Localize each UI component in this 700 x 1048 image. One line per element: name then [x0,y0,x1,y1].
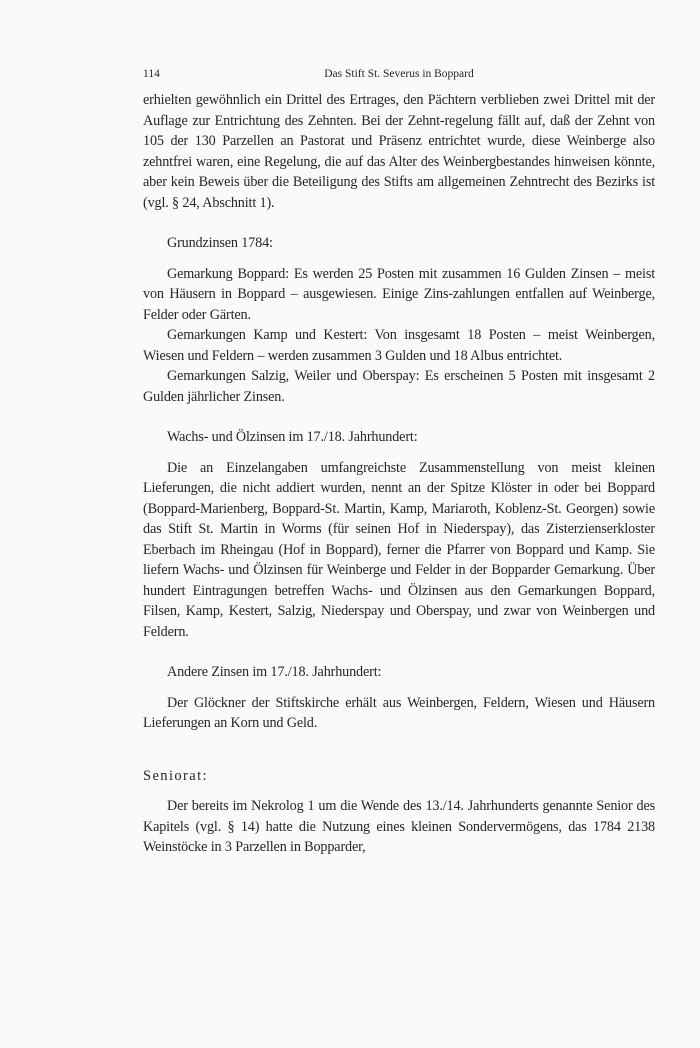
heading-seniorat: Seniorat: [143,767,208,784]
heading-andere-zinsen: Andere Zinsen im 17./18. Jahrhundert: [167,664,382,680]
page-number: 114 [143,68,160,80]
page-header [143,68,655,90]
book-page [143,68,655,858]
paragraph-kamp-kestert: Gemarkungen Kamp und Kestert: Von insgesamt 18 Posten – meist Weinbergen, Wiesen und Feldern – werden zusammen 3 Gulden und 18 Albus entrichtet. [143,327,655,364]
paragraph-boppard: Gemarkung Boppard: Es werden 25 Posten mit zusammen 16 Gulden Zinsen – meist von Häusern in Boppard – ausgewiesen. Einige Zins-zahlungen entfallen auf Weinberge, Felder oder Gärten. [143,265,655,323]
paragraph-seniorat: Der bereits im Nekrolog 1 um die Wende des 13./14. Jahrhunderts genannte Senior des Kapitels (vgl. § 14) hatte die Nutzung eines kleinen Sondervermögens, das 1784 2138 Weinstöcke in 3 Parzellen in Bopparder, [143,798,655,855]
paragraph-wachs-oelzinsen: Die an Einzelangaben umfangreichste Zusammenstellung von meist kleinen Lieferungen, die nicht addiert wurden, nennt an der Spitze Klöster in oder bei Boppard (Boppard-Marienberg, Boppard-St. Martin, Kamp, Mariaroth, Koblenz-St. Georgen) sowie das Stift St. Martin in Worms (für seinen Hof in Niederspay), das Zisterzienserkloster Eberbach im Rheingau (Hof in Boppard), ferner die Pfarrer von Boppard und Kamp. Sie liefern Wachs- und Ölzinsen für Weinberge und Felder in der Bopparder Gemarkung. Über hundert Eintragungen betreffen Wachs- und Ölzinsen aus den Gemarkungen Boppard, Filsen, Kamp, Kestert, Salzig, Niederspay und Oberspay, und zwar von Weinbergen und Feldern. [143,459,655,640]
running-title: Das Stift St. Severus in Boppard [324,68,474,80]
paragraph-andere-zinsen: Der Glöckner der Stiftskirche erhält aus Weinbergen, Feldern, Wiesen und Häusern Lieferungen an Korn und Geld. [143,694,655,731]
page-body [143,90,655,858]
paragraph-intro: erhielten gewöhnlich ein Drittel des Ertrages, den Pächtern verblieben zwei Drittel mit der Auflage zur Entrichtung des Zehnten. Bei der Zehnt-regelung fällt auf, daß der Zehnt von 105 der 130 Parzellen an Pastorat und Präsenz entrichtet wurde, diese Weinberge also zehntfrei waren, eine Regelung, die auf das Alter des Weinbergbestandes hinweisen könnte, aber kein Beweis über die Beteiligung des Stifts am allgemeinen Zehntrecht des Bezirks ist (vgl. § 24, Abschnitt 1). [143,92,655,211]
heading-grundzinsen: Grundzinsen 1784: [167,235,273,251]
paragraph-salzig: Gemarkungen Salzig, Weiler und Oberspay: Es erscheinen 5 Posten mit insgesamt 2 Gulden jährlicher Zinsen. [143,368,655,405]
heading-wachs-oelzinsen: Wachs- und Ölzinsen im 17./18. Jahrhundert: [167,429,418,445]
